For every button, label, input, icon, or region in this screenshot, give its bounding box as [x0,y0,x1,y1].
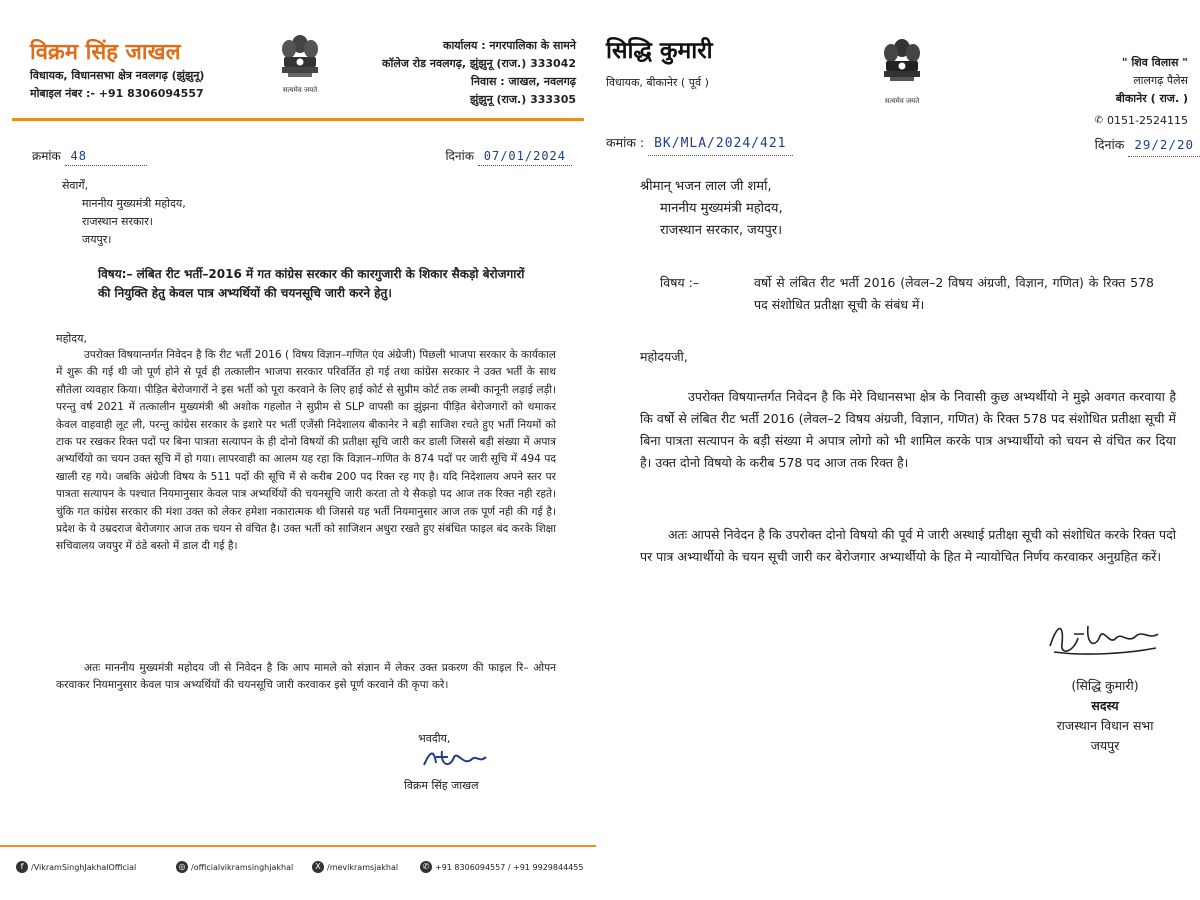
footer-x[interactable] [312,861,398,873]
office-address-line1: कार्यालय : नगरपालिका के सामने [443,39,576,52]
recipient-block [640,176,783,242]
recipient-line: राजस्थान सरकार। [82,215,153,228]
salutation: महोदयजी, [640,349,688,364]
facebook-icon: f [16,861,28,873]
signature-image [1044,616,1164,664]
recipient-line: जयपुर। [82,233,112,246]
panel-gap [596,0,604,900]
signature-image [420,743,490,777]
recipient-line: राजस्थान सरकार, जयपुर। [660,223,783,238]
date-label: दिनांक [445,149,474,163]
sender-designation: विधायक, विधानसभा क्षेत्र नवलगढ़ (झुंझुनू) [30,69,205,82]
emblem-motto: सत्यमेव जयते [884,97,920,105]
sender-name: विक्रम सिंह जाखल [30,40,181,65]
reference-row [32,147,572,166]
signatory-role: जयपुर [1090,738,1120,753]
office-address-line2: कॉलेज रोड नवलगढ़, झुंझुनू (राज.) 333042 [382,57,576,70]
date-label: दिनांक [1094,137,1125,152]
letter-date: 07/01/2024 [478,147,572,166]
letter-footer [0,845,596,900]
phone-number: 0151-2524115 [1107,114,1188,127]
signatory-name: विक्रम सिंह जाखल [404,779,479,792]
subject: विषय:– लंबित रीट भर्ती–2016 में गत कांग्रेस सरकार की कारगुजारी के शिकार सैकड़ो बेरोजगारों की नियुक्ति हेतु केवल पात्र अभ्यर्थियों की चयनसूचि जारी करने हेतु। [98,267,525,300]
letter-header [0,0,596,118]
signatory-role: सदस्य [1091,698,1119,713]
facebook-handle: /VikramSinghJakhalOfficial [31,862,137,872]
x-handle: /mevikramsjakhal [327,862,399,872]
reference-number: BK/MLA/2024/421 [648,133,792,156]
reference-row [606,132,793,156]
national-emblem [872,34,932,112]
letter-body [0,125,596,845]
phone-icon: ✆ [1094,115,1104,126]
address-line1: " शिव विलास " [1121,56,1188,69]
recipient-line: माननीय मुख्यमंत्री महोदय, [82,197,186,210]
letterhead-vikram-singh-jakhal [0,0,596,900]
instagram-icon: ◎ [176,861,188,873]
residence-address-line2: झुंझुनू (राज.) 333305 [469,93,576,106]
x-icon: X [312,861,324,873]
signatory-role: राजस्थान विधान सभा [1056,718,1154,733]
body-paragraph-2: अतः आपसे निवेदन है कि उपरोक्त दोनो विषयो की पूर्व मे जारी अस्थाई प्रतीक्षा सूची को संशोधित करके रिक्त पदो पर पात्र अभ्यार्थीयो के चयन सूची जारी कर बेरोजगार अभ्यार्थीयो के हित मे न्यायोचित निर्णय करवाकर अनुग्रहित करें। [640,527,1176,564]
reference-label: कमांक : [606,135,645,150]
subject: वर्षो से लंबित रीट भर्ती 2016 (लेवल–2 विषय अंग्रजी, विज्ञान, गणित) के रिक्त 578 पद संशोधित प्रतीक्षा सूची के संबंध में। [754,275,1154,312]
letter-date: 29/2/20 [1128,134,1200,157]
recipient-line: सेवार्गें, [62,179,89,192]
whatsapp-icon: ✆ [420,861,432,873]
closing: भवदीय, [418,732,451,745]
signature-block [1030,676,1180,756]
letter-body [604,0,1200,900]
sender-designation: विधायक, बीकानेर ( पूर्व ) [606,76,709,89]
sender-mobile: मोबाइल नंबर :- +91 8306094557 [30,87,204,100]
address-line3: बीकानेर ( राज. ) [1115,92,1188,105]
reference-label: क्रमांक [32,149,61,163]
signatory-name: (सिद्धि कुमारी) [1071,678,1139,693]
national-emblem [270,30,330,95]
address-line2: लालगढ़ पैलेस [1133,74,1188,87]
lion-capital-icon [278,30,322,86]
residence-address-line1: निवास : जाखल, नवलगढ़ [471,75,576,88]
sender-name: सिद्धि कुमारी [606,38,713,64]
recipient-line: माननीय मुख्यमंत्री महोदय, [660,201,783,216]
subject-label: विषय :– [660,275,700,290]
lion-capital-icon [880,34,924,90]
body-paragraph-1: उपरोक्त विषयान्तर्गत निवेदन है कि मेरे विधानसभा क्षेत्र के निवासी कुछ अभ्यर्थीयो ने मुझे अवगत करवाया है कि वर्षो से लंबित रीट भर्ती 2016 (लेवल–2 विषय अंग्रजी, विज्ञान, गणित) के रिक्त 578 पद संशोधित प्रतीक्षा सूची में बिना पात्रता सत्यापन के बड़ी संख्या मे अपात्र लोगो को भी शामिल करके पात्र अभ्यार्थीयो को चयन से वंचित कर दिया है। उक्त दोनो विषयो के करीब 578 पद आज तक रिक्त है। [640,389,1176,470]
phone-line [1095,110,1188,132]
instagram-handle: /officialvikramsinghjakhal [191,862,294,872]
header-divider [12,118,584,121]
reference-number: 48 [65,147,147,166]
salutation: महोदय, [56,332,87,345]
recipient-block [62,177,186,249]
phone-numbers: +91 8306094557 / +91 9929844455 [435,862,584,872]
emblem-motto: सत्यमेव जयते [282,86,318,94]
footer-facebook[interactable] [16,861,136,873]
body-paragraph-1: उपरोक्त विषयान्तर्गत निवेदन है कि रीट भर्ती 2016 ( विषय विज्ञान–गणित एंव अंग्रेजी) पिछली भाजपा सरकार के कार्यकाल में शुरू की गई थी जो पूर्ण होने से पूर्व ही तत्कालीन भाजपा सरकार परिवर्तित हो गई तथा कांग्रेस सरकार ने उक्त भर्ती के साथ सौतेला व्यवहार किया। पीड़ित बेरोजगारों ने इस भर्ती को पूरा करवाने के लिए हाई कोर्ट से सुप्रीम कोर्ट तक लम्बी कानूनी लड़ाई लड़ी। परन्तु वर्ष 2021 में तत्कालीन मुख्यमंत्री श्री अशोक गहलोत ने सुप्रीम से SLP वापसी का झुंझना पीड़ित बेरोजगारों को थमाकर केवल वाहवाही लूट ली, परन्तु कांग्रेस सरकार के इशारे पर भर्ती एजेंसी निदेशालय बीकानेर ने बड़ी साजिश रचते हुए भर्ती नियमों को टाक पर रखकर रिक्त पदों पर बिना पात्रता सत्यापन के ही दोनो विषयों की प्रतीक्षा सूचि जारी कर डाली जिससे बड़ी संख्या में अपात्र अभ्यर्थियो का चयन उक्त सूचि में हो गया। लापरवाही का आलम यह रहा कि विज्ञान–गणित के 874 पदों पर जारी सूचि में 494 पद खाली रह गये। जबकि अंग्रेजी विषय के 511 पदों की सूचि में से करीब 200 पद रिक्त रह गए है। यदि निदेशालय अपने स्तर पर पात्रता सत्यापन के पश्चात नियमानुसार केवल पात्र अभ्यर्थियों की चयनसूचि जारी करता तो ये सैकड़ो पद आज तक रिक्त नही रहते। चुंकि गत कांग्रेस सरकार की मंशा उक्त को लेकर हमेशा नकारात्मक थी जिससे यह भर्ती नियमानुसार आज तक पूर्ण नही की गई है। प्रदेश के ये उम्रदराज बेरोजगार आज तक चयन से वंचित है। उक्त भर्ती को साजिशन अधुरा रखते हुए संबंधित फाइल बंद करके शिक्षा सचिवालय जयपुर में ठंडे बस्तो में डाल दी गई है। [56,349,556,553]
footer-instagram[interactable] [176,861,293,873]
recipient-line: श्रीमान् भजन लाल जी शर्मा, [640,179,772,194]
date-row [1095,134,1200,157]
footer-phone[interactable] [420,861,583,873]
body-paragraph-2: अतः माननीय मुख्यमंत्री महोदय जी से निवेदन है कि आप मामले को संज्ञान में लेकर उक्त प्रकरण की फाइल रि– ओपन करवाकर नियमानुसार केवल पात्र अभ्यर्थियों की चयनसूचि जारी करवाकर इसे पूर्ण करवाने की कृपा करे। [56,662,556,692]
letterhead-siddhi-kumari [604,0,1200,900]
